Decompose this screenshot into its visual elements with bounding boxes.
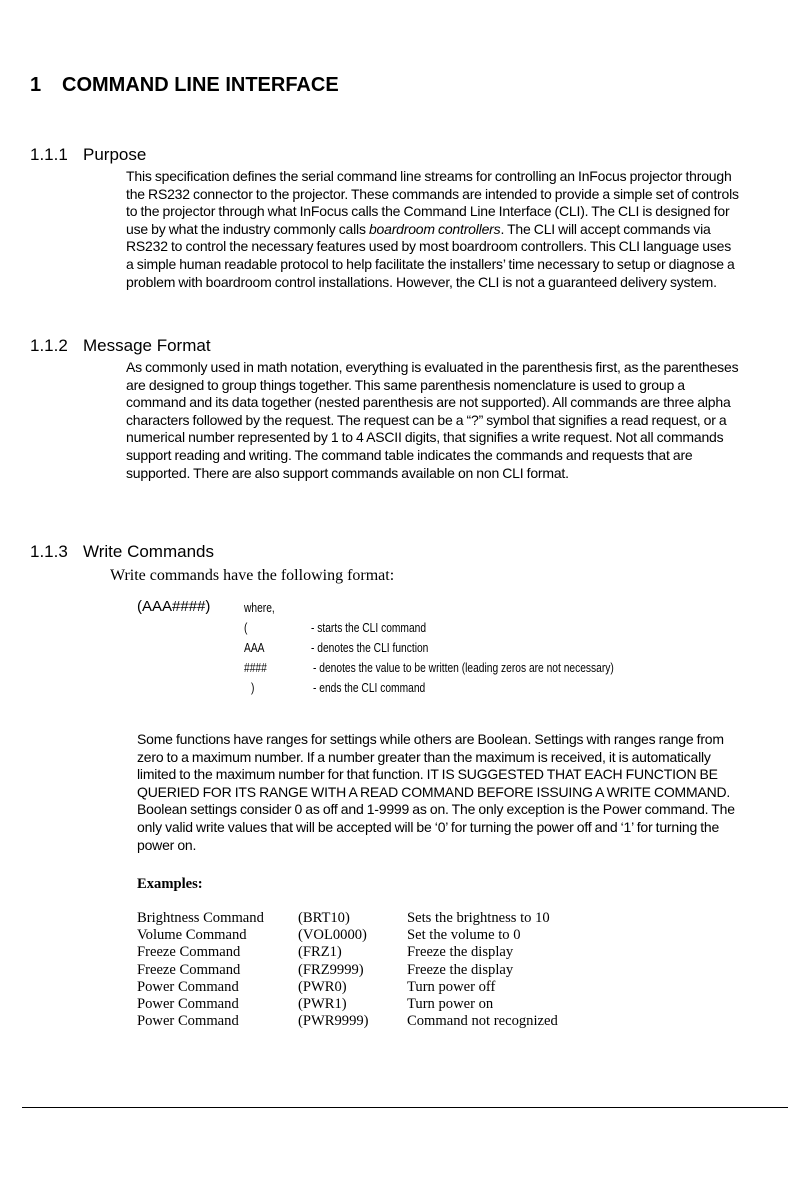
where-label: where, bbox=[244, 601, 275, 615]
paragraph-line: Boolean settings consider 0 as off and 1-9999 as on. The only exception is the Power command. The bbox=[137, 801, 735, 818]
section-number: 1.1.2 bbox=[30, 336, 68, 355]
paragraph-line: only valid write values that will be accepted will be ‘0’ for turning the power off and ‘1’ for turning the bbox=[137, 818, 720, 835]
format-description: - ends the CLI command bbox=[313, 681, 426, 695]
paragraph-line: characters followed by the request. The request can be a “?” symbol that signifies a read request, or a bbox=[126, 411, 727, 428]
example-command: (PWR0) bbox=[298, 978, 347, 995]
paragraph-line: numerical number represented by 1 to 4 ASCII digits, that signifies a write request. Not all commands bbox=[126, 429, 724, 446]
example-description: Freeze the display bbox=[407, 961, 514, 978]
emphasis-text: boardroom controllers bbox=[368, 220, 501, 237]
purpose-paragraph bbox=[126, 168, 739, 291]
example-command: (BRT10) bbox=[298, 910, 350, 926]
paragraph-line: a simple human readable protocol to help facilitate the installers’ time necessary to setup or diagnose a bbox=[126, 255, 735, 272]
table-row bbox=[137, 910, 607, 927]
format-symbol: ) bbox=[251, 681, 255, 695]
example-command: (FRZ1) bbox=[298, 944, 342, 961]
paragraph-line: are designed to group things together. This same parenthesis nomenclature is used to group a bbox=[126, 376, 685, 393]
table-row bbox=[137, 944, 607, 961]
example-name: Freeze Command bbox=[137, 944, 241, 961]
footer-rule bbox=[22, 1107, 788, 1108]
section-number: 1.1.3 bbox=[30, 542, 68, 561]
paragraph-line: support reading and writing. The command table indicates the commands and requests that are bbox=[126, 446, 693, 463]
example-command: (PWR1) bbox=[298, 995, 347, 1012]
paragraph-line: limited to the maximum number for that function. IT IS SUGGESTED THAT EACH FUNCTION BE bbox=[137, 766, 718, 783]
paragraph-line: Some functions have ranges for settings while others are Boolean. Settings with ranges range from bbox=[137, 731, 724, 747]
example-description: Turn power on bbox=[407, 995, 494, 1012]
paragraph-line: the RS232 connector to the projector. These commands are intended to provide a simple set of controls bbox=[126, 185, 739, 202]
chapter-heading bbox=[30, 74, 339, 97]
example-name: Power Command bbox=[137, 978, 239, 995]
section-heading-write-commands bbox=[30, 542, 214, 562]
table-row bbox=[137, 996, 607, 1013]
paragraph-line bbox=[126, 221, 739, 239]
table-row bbox=[137, 927, 607, 944]
section-title: Purpose bbox=[83, 145, 147, 164]
example-description: Command not recognized bbox=[407, 1013, 558, 1030]
example-name: Brightness Command bbox=[137, 910, 264, 926]
section-heading-message-format bbox=[30, 336, 211, 356]
chapter-number: 1 bbox=[30, 74, 42, 96]
paragraph-line: command and its data together (nested parenthesis are not supported). All commands are three alpha bbox=[126, 394, 731, 411]
table-row bbox=[137, 1013, 607, 1030]
example-name: Power Command bbox=[137, 1013, 239, 1030]
command-format: (AAA####) bbox=[137, 598, 211, 615]
example-description: Set the volume to 0 bbox=[407, 927, 521, 944]
examples-label: Examples: bbox=[137, 876, 203, 892]
format-symbol: #### bbox=[244, 661, 267, 675]
example-description: Freeze the display bbox=[407, 944, 514, 961]
write-commands-intro: Write commands have the following format: bbox=[110, 567, 395, 584]
example-command: (VOL0000) bbox=[298, 927, 367, 944]
section-number: 1.1.1 bbox=[30, 145, 68, 164]
format-symbol: AAA bbox=[244, 641, 265, 655]
section-title: Write Commands bbox=[83, 542, 214, 561]
example-name: Freeze Command bbox=[137, 961, 241, 978]
example-name: Volume Command bbox=[137, 927, 247, 944]
chapter-title: COMMAND LINE INTERFACE bbox=[62, 74, 339, 96]
paragraph-line: problem with boardroom control installations. However, the CLI is not a guaranteed delivery system. bbox=[126, 273, 717, 290]
example-description: Sets the brightness to 10 bbox=[407, 910, 550, 926]
example-command: (PWR9999) bbox=[298, 1013, 369, 1030]
paragraph-line: RS232 to control the necessary features used by most boardroom controllers. This CLI language uses bbox=[126, 238, 732, 255]
text-run: . The CLI will accept commands via bbox=[500, 220, 711, 237]
format-symbol: ( bbox=[244, 621, 248, 635]
format-description: - denotes the value to be written (leading zeros are not necessary) bbox=[313, 661, 614, 675]
paragraph-line: This specification defines the serial command line streams for controlling an InFocus projector through bbox=[126, 168, 732, 184]
text-run: use by what the industry commonly calls bbox=[126, 220, 369, 237]
paragraph-line: QUERIED FOR ITS RANGE WITH A READ COMMAND BEFORE ISSUING A WRITE COMMAND. bbox=[137, 783, 731, 800]
table-row bbox=[137, 962, 607, 979]
format-description: - starts the CLI command bbox=[311, 621, 427, 635]
write-commands-paragraph bbox=[137, 731, 735, 854]
example-command: (FRZ9999) bbox=[298, 961, 364, 978]
message-format-paragraph bbox=[126, 359, 738, 482]
format-description: - denotes the CLI function bbox=[311, 641, 429, 655]
paragraph-line: As commonly used in math notation, everything is evaluated in the parenthesis first, as the parentheses bbox=[126, 359, 739, 375]
paragraph-line: to the projector through what InFocus calls the Command Line Interface (CLI). The CLI is designed for bbox=[126, 203, 730, 220]
section-heading-purpose bbox=[30, 145, 146, 165]
paragraph-line: zero to a maximum number. If a number greater than the maximum is received, it is automatically bbox=[137, 748, 711, 765]
example-name: Power Command bbox=[137, 995, 239, 1012]
section-title: Message Format bbox=[83, 336, 211, 355]
paragraph-line: supported. There are also support commands available on non CLI format. bbox=[126, 464, 569, 481]
paragraph-line: power on. bbox=[137, 836, 197, 853]
table-row bbox=[137, 979, 607, 996]
examples-table bbox=[137, 910, 607, 1030]
example-description: Turn power off bbox=[407, 978, 496, 995]
